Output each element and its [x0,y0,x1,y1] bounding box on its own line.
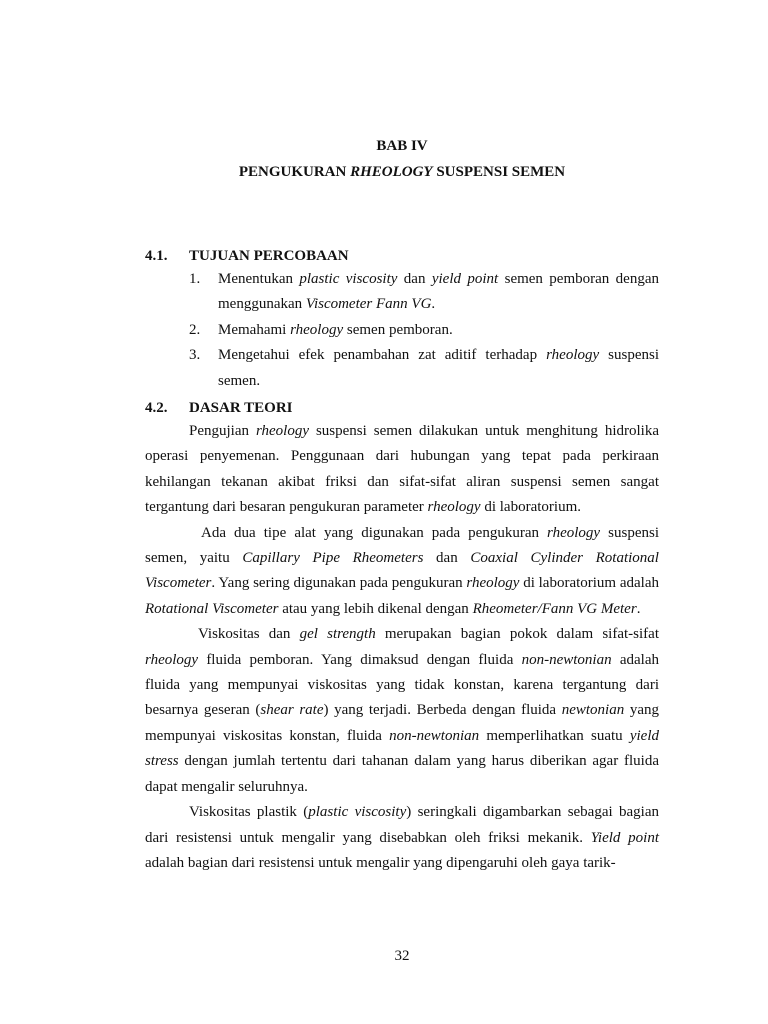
list-text: Memahami [218,321,291,338]
text-span: Viskositas dan [198,626,300,643]
section-title: TUJUAN PERCOBAAN [189,248,349,264]
list-italic: rheology [290,321,344,338]
section-heading-4-1 [145,247,349,265]
text-span: . [636,600,641,617]
text-span: suspensi semen dilakukan untuk menghitung hidrolika operasi penyemenan. Penggunaan dari hubungan yang tepat pada perkiraan kehilangan tekanan akibat friksi dan sifat-sifat aliran suspensi semen sangat tergantung dari besaran pengukuran parameter [145,423,659,516]
italic-term: Coaxial Cylinder Rotational Viscometer [145,550,659,592]
body-text [145,419,659,876]
list-text: Mengetahui efek penambahan zat aditif terhadap [218,347,547,364]
section-heading-4-2 [145,399,293,417]
text-span: ) seringkali digambarkan sebagai bagian dari resistensi untuk mengalir yang disebabkan oleh friksi mekanik. [145,804,659,846]
text-span: yang mempunyai viskositas konstan, fluida [145,702,659,744]
italic-term: Rheometer/Fann VG Meter [472,600,637,617]
text-span: di laboratorium adalah [519,575,659,592]
chapter-title-post: SUSPENSI SEMEN [432,164,566,180]
list-item [189,343,659,394]
text-span: fluida pemboran. Yang dimaksud dengan fluida [198,651,522,668]
text-span: . Yang sering digunakan pada pengukuran [211,575,467,592]
text-span: adalah bagian dari resistensi untuk mengalir yang dipengaruhi oleh gaya tarik- [145,854,616,871]
text-span: Viskositas plastik ( [189,804,309,821]
list-text: suspensi semen. [218,347,660,389]
italic-term: rheology [255,423,310,439]
text-span: memperlihatkan suatu [479,727,630,744]
text-span: merupakan bagian pokok dalam sifat-sifat [375,626,659,643]
italic-term: gel strength [299,626,376,643]
list-text: dan [397,271,432,287]
italic-term: newtonian [561,702,625,719]
text-span: suspensi semen, yaitu [145,524,659,567]
list-item-number: 3. [189,347,201,364]
italic-term: rheology [145,651,199,668]
chapter-number: BAB IV [376,138,428,154]
italic-term: Rotational Viscometer [145,600,279,617]
objectives-list [189,267,659,394]
paragraph [145,800,659,876]
list-item [189,267,659,318]
list-text: semen pemboran dengan menggunakan [218,271,659,313]
list-item-number: 1. [189,271,201,287]
list-italic: Viscometer Fann VG [305,296,432,313]
list-italic: plastic viscosity [299,271,398,287]
list-text: . [431,296,436,313]
italic-term: rheology [466,575,520,592]
text-span: di laboratorium. [480,499,581,516]
section-title: DASAR TEORI [189,400,293,416]
list-italic: yield point [431,271,499,287]
list-text: semen pemboran. [343,321,453,338]
page-number: 32 [394,948,410,964]
list-text: Menentukan [218,271,300,287]
chapter-title-pre: PENGUKURAN [238,164,351,180]
paragraph [145,419,659,521]
text-span: dengan jumlah tertentu dari tahanan dalam yang harus diberikan agar fluida dapat mengalir seluruhnya. [145,753,659,795]
text-span: dan [423,550,471,567]
italic-term: yield stress [145,727,659,770]
list-italic: rheology [546,347,600,364]
italic-term: shear rate [260,702,324,719]
section-number: 4.1. [145,248,168,264]
italic-term: rheology [427,499,481,516]
paragraph [145,521,659,623]
italic-term: non-newtonian [521,651,612,668]
italic-term: rheology [547,524,601,541]
chapter-title [0,163,768,181]
text-span: atau yang lebih dikenal dengan [278,600,473,617]
italic-term: non-newtonian [389,727,480,744]
text-span: Ada dua tipe alat yang digunakan pada pengukuran [201,524,548,541]
italic-term: plastic viscosity [308,804,407,821]
list-item [189,318,659,343]
italic-term: Capillary Pipe Rheometers [242,550,424,567]
list-item-number: 2. [189,321,201,338]
text-span: adalah fluida yang mempunyai viskositas yang tidak konstan, karena tergantung dari besarnya geseran ( [145,651,660,719]
text-span: ) yang terjadi. Berbeda dengan fluida [323,702,562,719]
paragraph [145,622,659,800]
section-number: 4.2. [145,400,168,416]
chapter-title-italic: RHEOLOGY [350,164,433,180]
text-span: Pengujian [189,423,256,439]
italic-term: Yield point [590,829,659,846]
